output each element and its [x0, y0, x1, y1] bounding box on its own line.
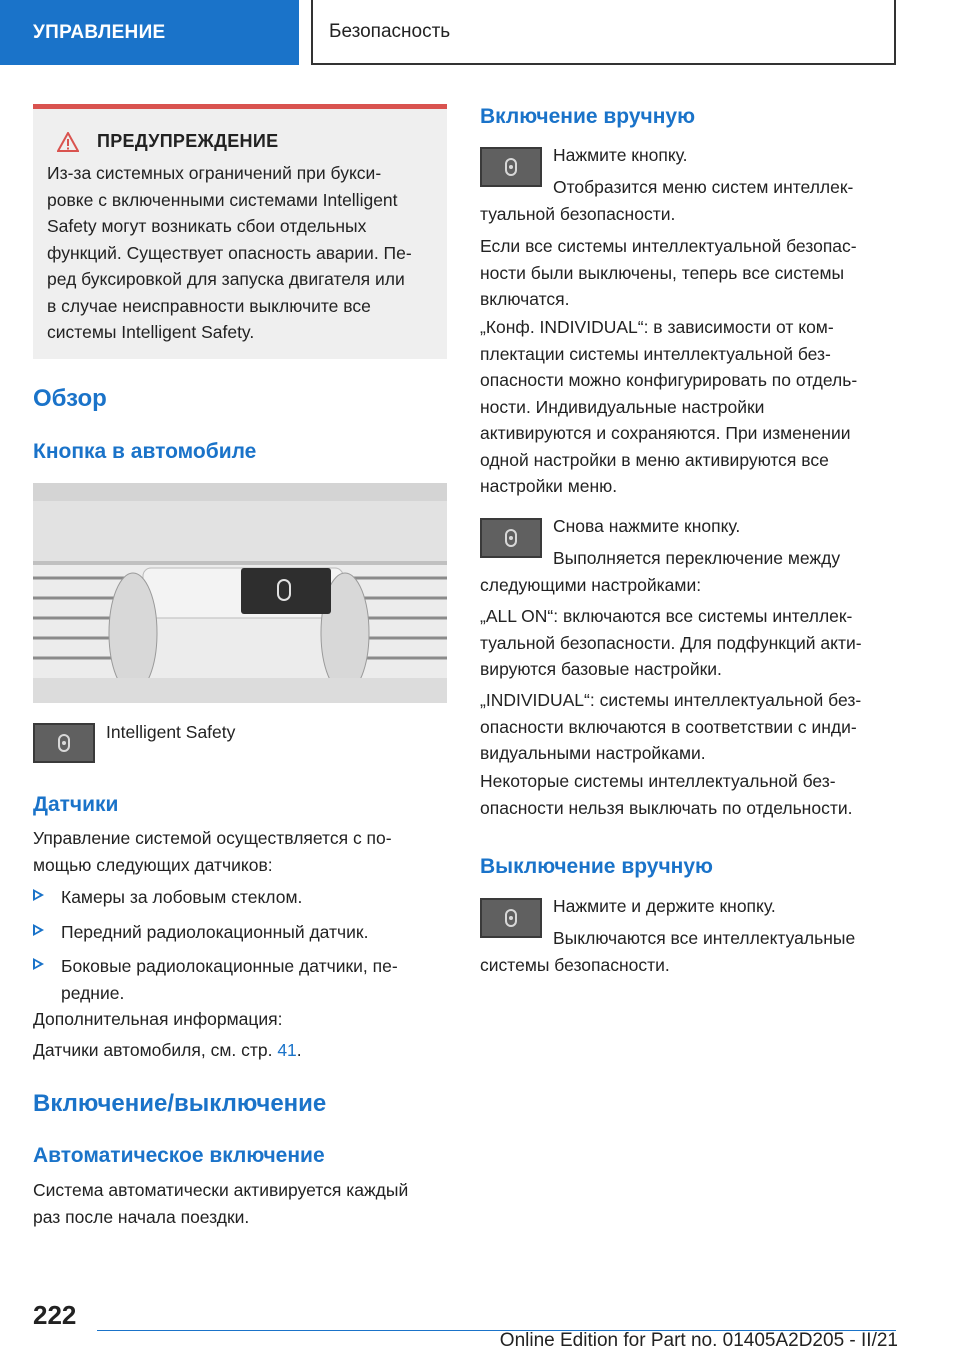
sensors-heading: Датчики	[33, 793, 119, 816]
all-off-text: Если все системы интеллектуальной безопас- ности были выключены, теперь все системы включатся.	[480, 236, 857, 309]
chapter-tab[interactable]: Безопасность	[311, 0, 896, 65]
car-button-photo	[33, 483, 447, 703]
individual-config-text: „Конф. INDIVIDUAL“: в зависимости от ком- плектации системы интеллектуальной без- опасности можно конфигурировать по отдель- ности. Индивидуальные настройки активируются и сохраняются. При изменении одной настройки в меню активируются все настройки меню.	[480, 317, 858, 496]
some-systems-text: Некоторые системы интеллектуальной без- опасности нельзя выключать по отдельности.	[480, 771, 853, 818]
warning-title: ПРЕДУПРЕЖДЕНИЕ	[97, 131, 279, 151]
press-again-text: Снова нажмите кнопку.	[553, 516, 741, 536]
warning-triangle-icon	[57, 132, 79, 152]
section-tab[interactable]: УПРАВЛЕНИЕ	[0, 0, 299, 65]
page-reference-link[interactable]: 41	[277, 1040, 297, 1060]
overview-heading: Обзор	[33, 385, 107, 412]
footer-edition: Online Edition for Part no. 01405A2D205 - II/21	[499, 1330, 898, 1351]
individual-mode-text: „INDIVIDUAL“: системы интеллектуальной без- опасности включаются в соответствии с инди- видуальными настройками.	[480, 690, 862, 763]
press-hold-text: Нажмите и держите кнопку.	[553, 896, 776, 916]
intelligent-safety-button-icon	[33, 723, 95, 763]
sensors-list	[33, 884, 447, 1014]
sensors-intro: Управление системой осуществляется с по- мощью следующих датчиков:	[33, 828, 392, 875]
manual-on-heading: Включение вручную	[480, 105, 696, 128]
auto-on-heading: Автоматическое включение	[33, 1144, 325, 1167]
auto-on-text: Система автоматически активируется каждый раз после начала поездки.	[33, 1180, 409, 1227]
onoff-heading: Включение/выключение	[33, 1090, 327, 1117]
button-label: Intelligent Safety	[106, 722, 236, 742]
page-number: 222	[33, 1300, 77, 1330]
warning-box	[33, 104, 447, 359]
bullet-triangle-icon	[33, 958, 44, 970]
press-button-text: Нажмите кнопку.	[553, 145, 688, 165]
sensors-reference: Датчики автомобиля, см. стр. 41.	[33, 1040, 302, 1060]
list-item: Передний радиолокационный датчик.	[33, 919, 447, 946]
manual-off-heading: Выключение вручную	[480, 855, 713, 878]
bullet-triangle-icon	[33, 889, 44, 901]
warning-text: Из-за системных ограничений при букси- ровке с включенными системами Intelligent Safety могут возникать сбои отдельных функций. Существует опасность аварии. Пе- ред буксировкой для запуска двигателя или в случае неисправности выключите все системы Intelligent Safety.	[47, 163, 412, 342]
list-item: Камеры за лобовым стеклом.	[33, 884, 447, 911]
all-off-result-text: Выключаются все интеллектуальные системы безопасности.	[480, 928, 856, 975]
list-item: Боковые радиолокационные датчики, пе- редние.	[33, 953, 447, 1006]
more-info-label: Дополнительная информация:	[33, 1009, 283, 1029]
menu-shown-text: Отобразится меню систем интеллек- туальной безопасности.	[480, 177, 854, 224]
switching-text: Выполняется переключение между следующими настройками:	[480, 548, 841, 595]
bullet-triangle-icon	[33, 924, 44, 936]
all-on-text: „ALL ON“: включаются все системы интеллек- туальной безопасности. Для подфункций акти- вируются базовые настройки.	[480, 606, 862, 679]
button-heading: Кнопка в автомобиле	[33, 440, 257, 463]
